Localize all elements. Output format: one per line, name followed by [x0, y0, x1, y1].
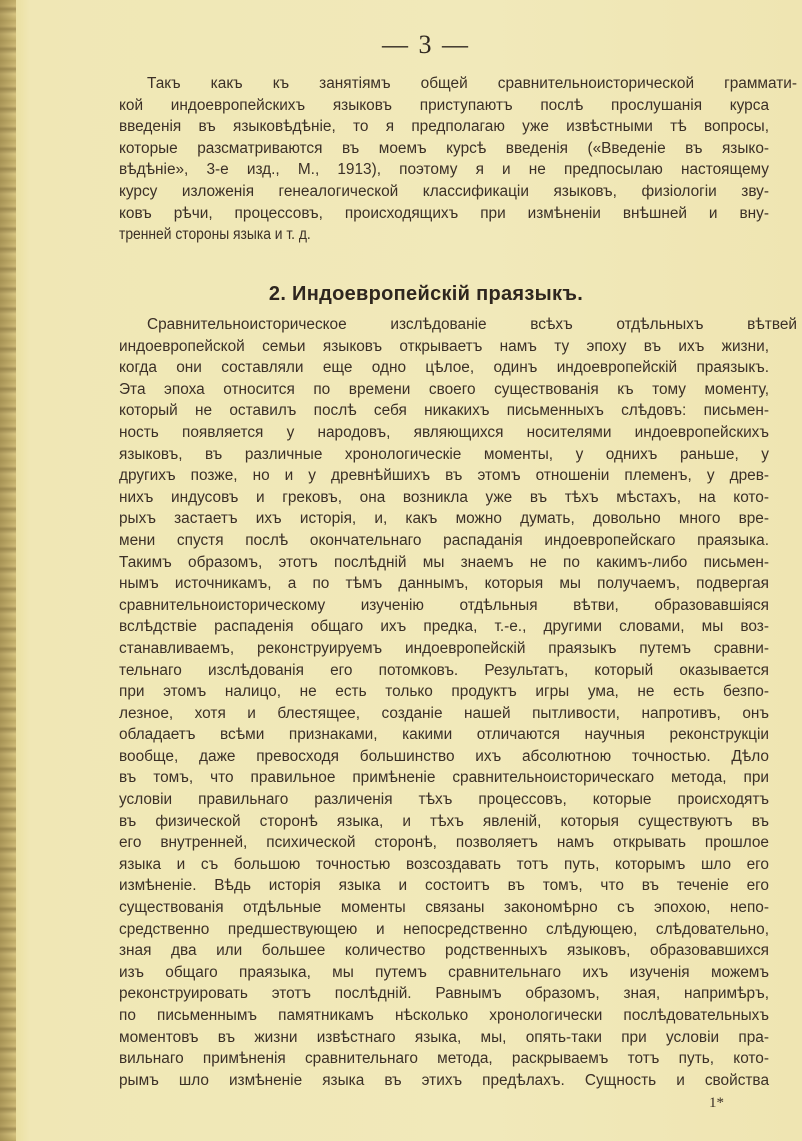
text-line: Эта эпоха относится по времени своего существованія къ тому моменту,	[119, 380, 769, 398]
text-line: кой индоевропейскихъ языковъ приступаютъ послѣ прослушанія курса	[119, 96, 769, 114]
text-line: въ физической сторонѣ языка, и тѣхъ явленій, которыя существуютъ въ	[119, 812, 769, 830]
paragraph-intro	[119, 73, 797, 246]
text-line: станавливаемъ, реконструируемъ индоевропейскій праязыкъ путемъ сравни-	[119, 639, 769, 657]
text-line: при этомъ налицо, не есть только продуктъ игры ума, не есть безпо-	[119, 683, 769, 701]
text-line: изъ общаго праязыка, мы путемъ сравнительнаго ихъ изученія можемъ	[119, 963, 769, 981]
text-line: рыхъ застаетъ ихъ исторія, и, какъ можно думать, довольно много вре-	[119, 510, 769, 528]
text-line: Такъ какъ къ занятіямъ общей сравнительноисторической граммати-	[147, 75, 797, 92]
text-line: Сравнительноисторическое изслѣдованіе всѣхъ отдѣльныхъ вѣтвей	[147, 316, 797, 333]
paragraph-body	[119, 314, 797, 1091]
text-line: обладаетъ всѣми признаками, какими отличаются научныя реконструкціи	[119, 726, 769, 744]
text-line: индоевропейской семьи языковъ открываетъ намъ ту эпоху въ ихъ жизни,	[119, 337, 769, 355]
text-line: лезное, хотя и блестящее, созданіе нашей пытливости, напротивъ, онъ	[119, 704, 769, 722]
text-line: сравнительноисторическому изученію отдѣльныя вѣтви, образовавшіяся	[119, 596, 769, 614]
text-line: нихъ индусовъ и грековъ, она возникла уже въ тѣхъ мѣстахъ, на кото-	[119, 488, 769, 506]
text-line: по письменнымъ памятникамъ нѣсколько хронологически послѣдовательныхъ	[119, 1007, 769, 1024]
text-line: который не оставилъ послѣ себя никакихъ письменныхъ слѣдовъ: письмен-	[119, 402, 769, 420]
text-line: условіи правильнаго различенія тѣхъ процессовъ, которые происходятъ	[119, 791, 769, 809]
text-line: Такимъ образомъ, этотъ послѣдній мы знаемъ не по какимъ-либо письмен-	[119, 553, 769, 571]
text-line: другихъ позже, но и у древнѣйшихъ въ этомъ отношеніи племенъ, у древ-	[119, 467, 769, 485]
text-line: вильнаго примѣненія сравнительнаго метода, раскрываемъ тотъ путь, кото-	[119, 1050, 769, 1068]
signature-mark: 1*	[709, 1095, 724, 1111]
text-line: курсу изложенія генеалогической классификаціи языковъ, физіологіи зву-	[119, 182, 769, 200]
text-line: когда они составляли еще одно цѣлое, одинъ индоевропейскій праязыкъ.	[119, 359, 769, 377]
text-line: вѣдѣніе», 3-е изд., М., 1913), поэтому я и не предпосылаю настоящему	[119, 161, 769, 179]
text-line: тельнаго изслѣдованія его потомковъ. Результатъ, который оказывается	[119, 661, 769, 679]
book-binding-edge	[0, 0, 16, 1141]
text-line: существованія отдѣльные моменты связаны закономѣрно съ эпохою, непо-	[119, 899, 769, 917]
text-line: реконструировать этотъ послѣдній. Равнымъ образомъ, зная, напримѣръ,	[119, 985, 769, 1003]
text-line: нымъ источникамъ, а по тѣмъ даннымъ, которыя мы получаемъ, подвергая	[119, 575, 769, 593]
text-line: языка и съ большою точностью возсоздавать тотъ путь, которымъ шло его	[119, 855, 769, 873]
text-line: ковъ рѣчи, процессовъ, происходящихъ при измѣненіи внѣшней и вну-	[119, 204, 769, 222]
text-line: зная два или большее количество родственныхъ языковъ, образовавшихся	[119, 942, 769, 960]
text-line: измѣненіе. Вѣдь исторія языка и состоитъ въ томъ, что въ теченіе его	[119, 877, 769, 895]
text-line: вообще, даже превосходя большинство ихъ абсолютною точностью. Дѣло	[119, 747, 769, 765]
text-line: въ томъ, что правильное примѣненіе сравнительноисторическаго метода, при	[119, 769, 769, 787]
text-line: языковъ, въ различные хронологическіе моменты, у однихъ раньше, у	[119, 445, 769, 463]
text-line: которые разсматриваются въ моемъ курсѣ введенія («Введеніе въ языко-	[119, 139, 769, 157]
text-line: введенія въ языковѣдѣніе, то я предполагаю уже извѣстными тѣ вопросы,	[119, 118, 769, 136]
text-line: рымъ шло измѣненіе языка въ этихъ предѣлахъ. Сущность и свойства	[119, 1071, 769, 1089]
text-line: моментовъ въ жизни извѣстнаго языка, мы, опять-таки при условіи пра-	[119, 1028, 769, 1046]
section-heading: 2. Индоевропейскій праязыкъ.	[268, 283, 584, 305]
text-line: тренней стороны языка и т. д.	[119, 226, 311, 244]
text-line: его внутренней, психической сторонѣ, позволяетъ намъ открывать прошлое	[119, 834, 769, 852]
text-line: средственно предшествующею и непосредственно слѣдующею, слѣдовательно,	[119, 920, 769, 938]
page-number: — 3 —	[382, 30, 470, 59]
text-line: мени спустя послѣ окончательнаго распаданія индоевропейскаго праязыка.	[119, 531, 769, 549]
text-line: вслѣдствіе распаденія общаго ихъ предка, т.-е., другими словами, мы воз-	[119, 618, 769, 636]
text-line: ность появляется у народовъ, являющихся носителями индоевропейскихъ	[119, 423, 769, 441]
